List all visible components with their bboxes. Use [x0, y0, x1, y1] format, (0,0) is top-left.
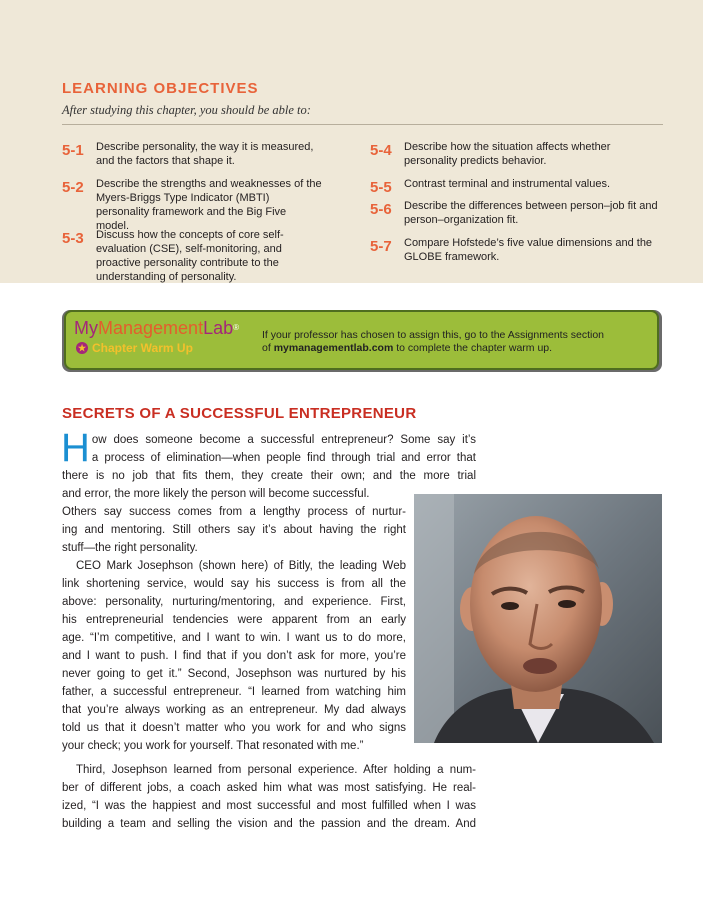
text-line: link shortening service, would say his success is from all the: [62, 578, 406, 590]
mymanagementlab-link[interactable]: mymanagementlab.com: [273, 342, 394, 354]
text-line: ow does someone become a successful entrepreneur? Some say it’s: [91, 434, 476, 446]
logo-lab: Lab: [203, 318, 234, 338]
logo-management: Management: [98, 318, 204, 338]
logo-my: My: [74, 318, 98, 338]
portrait-photo: [414, 494, 662, 743]
objective-text: Discuss how the concepts of core self-evaluation (CSE), self-monitoring, and proactive personality contribute to the understanding of personality.: [96, 229, 284, 283]
text-line: that you’re always working as an entrepreneur. My dad always: [62, 704, 406, 716]
article-paragraph-3: [62, 761, 476, 833]
banner-text-line1: If your professor has chosen to assign this, go to the Assignments section: [262, 329, 605, 341]
text-line: building a team and selling the vision and the passion and the dream. And: [62, 818, 476, 830]
text-line: father, a successful entrepreneur. “I learned from watching him: [62, 686, 406, 698]
objective-text: Describe personality, the way it is measured, and the factors that shape it.: [96, 141, 314, 167]
text-line: Others say success comes from a lengthy process of nurtur-: [62, 506, 406, 518]
article-paragraph-2: [62, 503, 406, 755]
chapter-warm-up: [76, 341, 193, 355]
objective-5-2: [62, 177, 322, 233]
objective-text: Describe the differences between person–job fit and person–organization fit.: [404, 200, 658, 226]
article-heading: SECRETS OF A SUCCESSFUL ENTREPRENEUR: [62, 405, 417, 422]
text-line: Third, Josephson learned from personal experience. After holding a num-: [76, 764, 476, 776]
objective-5-7: [370, 236, 666, 264]
objective-text: Describe how the situation affects whether personality predicts behavior.: [404, 141, 611, 167]
text-line: and error, the more likely the person will become successful.: [62, 488, 370, 500]
text-line: CEO Mark Josephson (shown here) of Bitly, the leading Web: [76, 560, 406, 572]
text-line: never going to get it.” Second, Josephson was nurtured by his: [62, 668, 406, 680]
text-line: ber of different jobs, a coach asked him what was most satisfying. He real-: [62, 782, 476, 794]
mymanagementlab-logo: [74, 318, 239, 338]
objective-number: 5-3: [62, 230, 84, 247]
article-paragraph-1: [61, 426, 476, 503]
objective-5-5: [370, 177, 666, 197]
objective-number: 5-1: [62, 142, 84, 159]
text-line: stuff—the right personality.: [62, 542, 198, 554]
text-line: age. “I’m competitive, and I want to win. I want us to do more,: [62, 632, 406, 644]
objective-number: 5-2: [62, 179, 84, 196]
banner-text: [262, 329, 652, 355]
star-icon: ★: [77, 343, 87, 353]
text-line: your check; you work for yourself. That resonated with me.”: [62, 740, 364, 752]
objective-text: Contrast terminal and instrumental values.: [404, 178, 611, 190]
text-line: and I want to push. I find that if you don’t ask for more, you’re: [62, 650, 406, 662]
text-line: his entrepreneurial tendencies were apparent from an early: [62, 614, 406, 626]
objective-5-4: [370, 140, 666, 168]
objective-number: 5-7: [370, 238, 392, 255]
objective-text: Compare Hofstede’s five value dimensions and the GLOBE framework.: [404, 237, 653, 263]
text-line: above: personality, nurturing/mentoring, and experience. First,: [62, 596, 406, 608]
objective-5-3: [62, 228, 322, 284]
text-line: ing and mentoring. Still others say it’s about having the right: [62, 524, 406, 536]
learning-objectives-subtitle: After studying this chapter, you should be able to:: [62, 103, 311, 117]
banner-text-suffix: to complete the chapter warm up.: [393, 342, 553, 354]
banner-text-prefix: of: [262, 342, 274, 354]
objective-5-1: [62, 140, 322, 168]
objective-text: Describe the strengths and weaknesses of the Myers-Briggs Type Indicator (MBTI) personality framework and the Big Five model.: [96, 178, 322, 232]
text-line: ized, “I was the happiest and most successful and most fulfilled when I was: [62, 800, 476, 812]
drop-cap: H: [61, 426, 90, 470]
divider: [62, 124, 663, 125]
objective-number: 5-6: [370, 201, 392, 218]
text-line: told us that it doesn’t matter who you work for and who signs: [62, 722, 406, 734]
registered-mark: ®: [233, 323, 240, 332]
objective-number: 5-4: [370, 142, 392, 159]
chapter-warm-up-label: Chapter Warm Up: [92, 341, 193, 355]
text-line: there is no job that fits them, they create their own; and the more trial: [62, 470, 476, 482]
objective-number: 5-5: [370, 179, 392, 196]
text-line: a process of elimination—when people find through trial and error that: [91, 452, 476, 464]
objective-5-6: [370, 199, 666, 227]
learning-objectives-title: LEARNING OBJECTIVES: [62, 80, 259, 97]
